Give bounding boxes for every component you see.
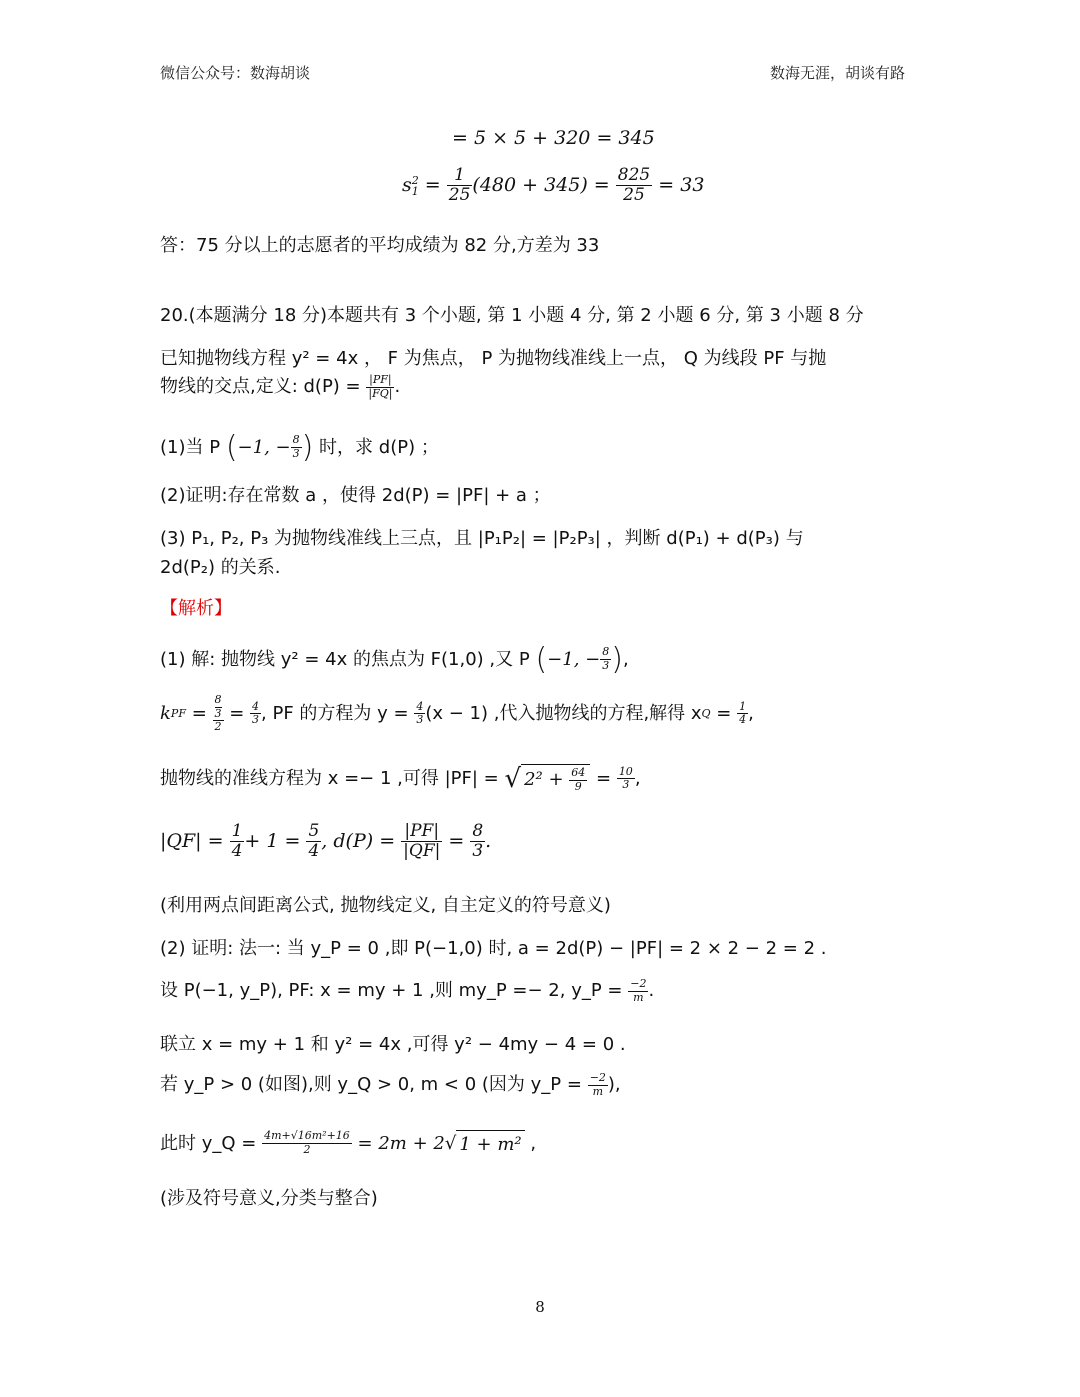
solution-line-2: k PF = $\frac{\frac{8}{3}}{2}$ = $\frac{4}{3}$ , PF 的方程为 y = $\frac{4}{3}$ (x − 1) ,代入抛物线的方程,解得 x Q = $\frac{1}{4}$ , [160,693,754,734]
equation-line-2: s 2 1 = $\frac{1}{25}$ (480 + 345) = $\frac{825}{25}$ = 33 [402,165,705,205]
question-1: (1)当 P ( −1, − $\frac{8}{3}$ ) 时，求 d(P) ； [160,430,439,465]
problem-heading: 20.(本题满分 18 分)本题共有 3 个小题, 第 1 小题 4 分, 第 2 小题 6 分, 第 3 小题 8 分 [160,305,864,326]
problem-intro-line-1: 已知抛物线方程 y² = 4x ， F 为焦点， P 为抛物线准线上一点， Q 为线段 PF 与抛 [160,348,827,369]
question-2: (2)证明:存在常数 a ，使得 2d(P) = |PF| + a ； [160,485,551,506]
fraction: $\frac{825}{25}$ [617,165,651,205]
header-left: 微信公众号：数海胡谈 [160,64,311,82]
problem-intro-line-2: 物线的交点,定义: d(P) = $\frac{|PF|}{|FQ|}$ . [160,373,401,400]
solution-line-1: (1) 解: 抛物线 y² = 4x 的焦点为 F(1,0) ,又 P ( −1, − $\frac{8}{3}$ ) , [160,642,629,677]
solution-line-4: |QF| = $\frac{1}{4}$ + 1 = $\frac{5}{4}$ , d(P) = $\frac{|PF|}{|QF|}$ = $\frac{8}{3}$ . [160,821,492,861]
question-3-line-1: (3) P₁, P₂, P₃ 为抛物线准线上三点，且 |P₁P₂| = |P₂P₃| ，判断 d(P₁) + d(P₃) 与 [160,528,804,549]
analysis-label: 【解析】 [160,598,232,619]
fraction: $\frac{|PF|}{|FQ|}$ [368,373,393,400]
fraction: $\frac{\text{4m+√16m²+16}}{2}$ [264,1129,350,1156]
part-2-line-2: 设 P(−1, y_P), PF: x = my + 1 ,则 my_P =− 2, y_P = $\frac{-2}{m}$ . [160,977,655,1004]
note-2: (涉及符号意义,分类与整合) [160,1188,378,1209]
fraction: $\frac{4}{3}$ [416,699,424,727]
fraction: $\frac{1}{25}$ [448,165,471,205]
header-right: 数海无涯，胡谈有路 [769,64,905,82]
fraction: $\frac{4}{3}$ [252,699,260,727]
fraction: $\frac{8}{3}$ [292,433,300,460]
equation-line-1: = 5 × 5 + 320 = 345 [452,127,655,149]
fraction: $\frac{|PF|}{|QF|}$ [403,821,441,861]
radical: 1 + m² [456,1130,524,1156]
question-3-line-2: 2d(P₂) 的关系. [160,557,281,578]
fraction: $\frac{1}{4}$ [739,699,747,727]
sqrt-icon: √ [444,1132,457,1154]
sqrt-icon: √ [504,763,522,794]
compound-fraction: $\frac{\frac{8}{3}}{2}$ [214,693,222,734]
part-2-line-3: 联立 x = my + 1 和 y² = 4x ,可得 y² − 4my − 4 = 0 . [160,1034,626,1055]
fraction: $\frac{1}{4}$ [231,821,243,861]
page-number: 8 [535,1298,545,1316]
solution-line-3: 抛物线的准线方程为 x =− 1 ,可得 |PF| = √ 2² + $\frac{64}{9}$ = $\frac{10}{3}$ , [160,763,641,794]
fraction: $\frac{-2}{m}$ [630,977,647,1004]
part-2-line-1: (2) 证明: 法一: 当 y_P = 0 ,即 P(−1,0) 时, a = 2d(P) − |PF| = 2 × 2 − 2 = 2 . [160,938,827,959]
note-1: (利用两点间距离公式, 抛物线定义, 自主定义的符号意义) [160,895,611,916]
part-2-line-4: 若 y_P > 0 (如图),则 y_Q > 0, m < 0 (因为 y_P = $\frac{-2}{m}$ ), [160,1071,621,1098]
radical: 2² + $\frac{64}{9}$ [521,764,590,793]
fraction: $\frac{8}{3}$ [602,645,610,672]
fraction: $\frac{5}{4}$ [308,821,320,861]
part-2-line-5: 此时 y_Q = $\frac{\text{4m+√16m²+16}}{2}$ = 2m + 2 √ 1 + m² , [160,1129,537,1156]
fraction: $\frac{10}{3}$ [618,764,633,792]
fraction: $\frac{8}{3}$ [472,821,484,861]
variance-symbol: s 2 1 [402,173,419,198]
answer-line: 答：75 分以上的志愿者的平均成绩为 82 分,方差为 33 [160,235,600,256]
fraction: $\frac{-2}{m}$ [589,1071,606,1098]
